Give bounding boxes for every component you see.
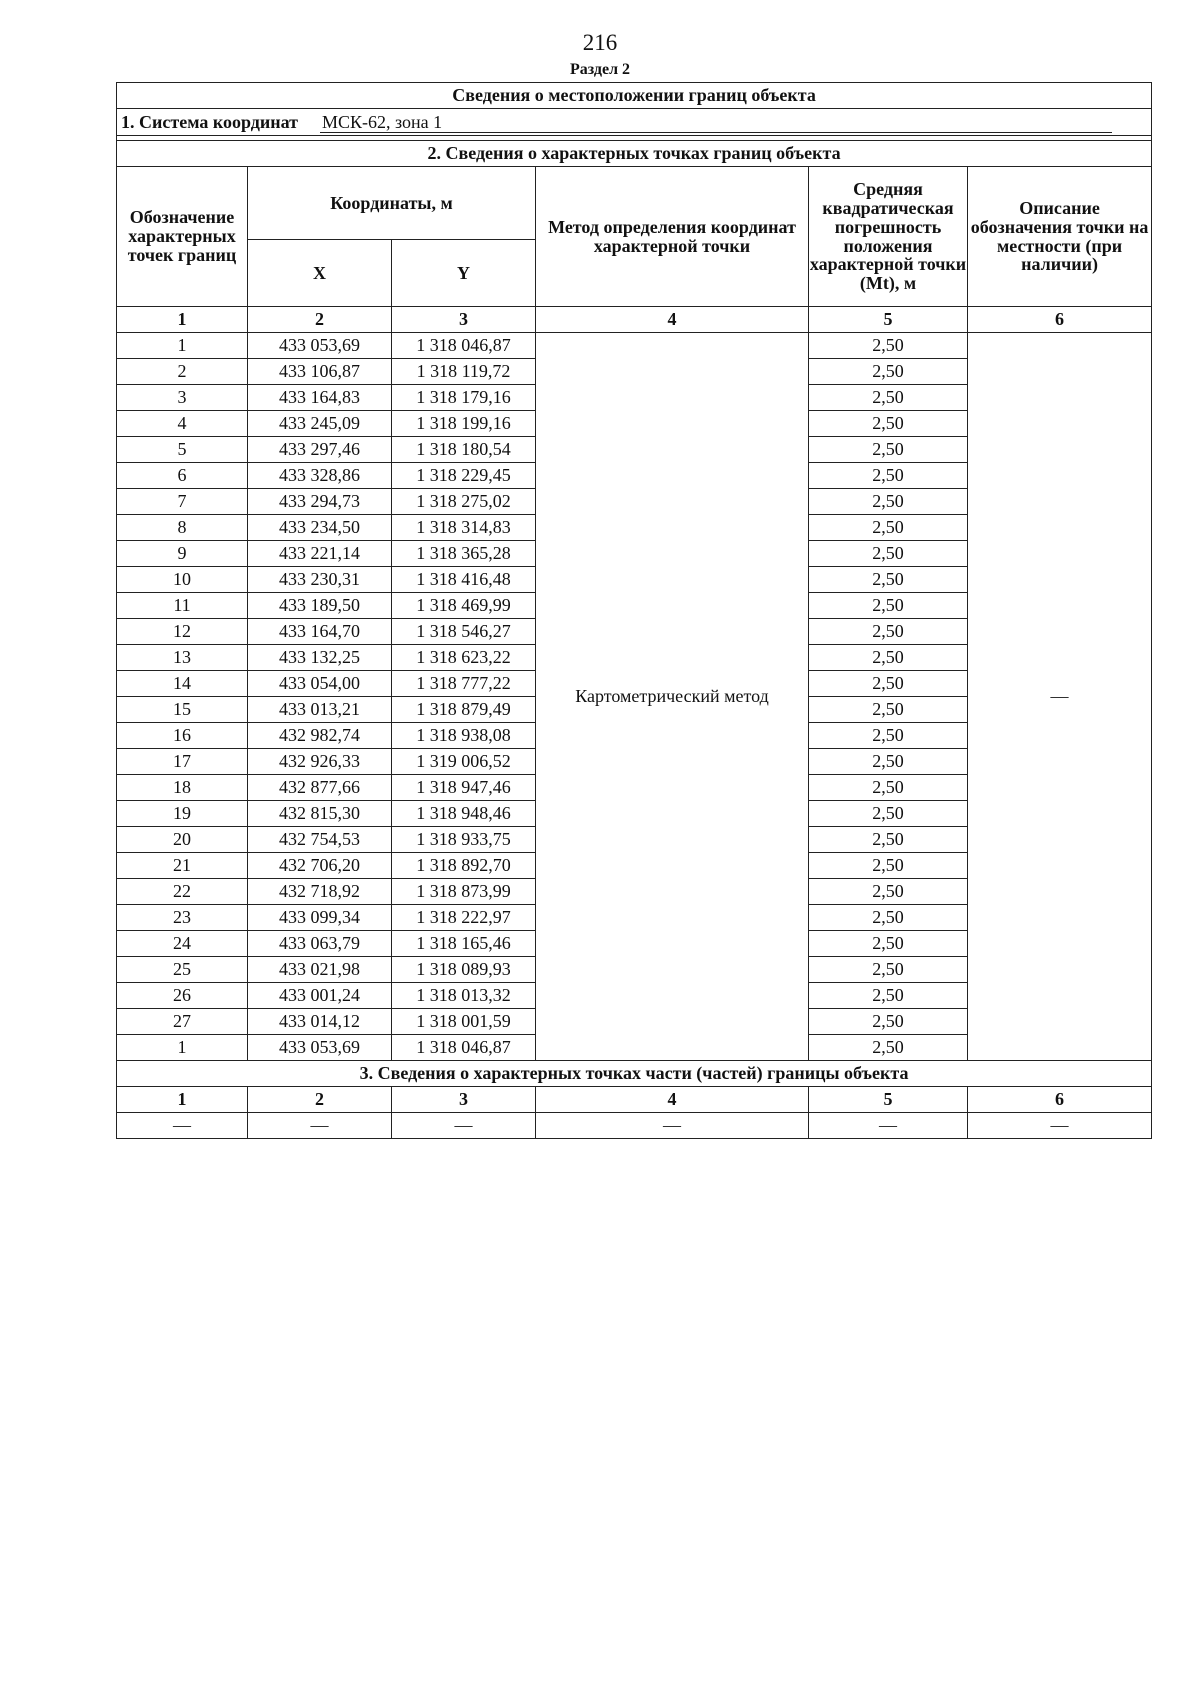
point-x: 432 706,20 bbox=[248, 853, 392, 879]
point-number: 16 bbox=[117, 723, 248, 749]
point-y: 1 318 199,16 bbox=[392, 411, 536, 437]
point-number: 6 bbox=[117, 463, 248, 489]
point-y: 1 318 089,93 bbox=[392, 957, 536, 983]
point-x: 433 013,21 bbox=[248, 697, 392, 723]
point-y: 1 318 947,46 bbox=[392, 775, 536, 801]
point-y: 1 318 229,45 bbox=[392, 463, 536, 489]
column-number: 2 bbox=[248, 1087, 392, 1113]
point-x: 432 926,33 bbox=[248, 749, 392, 775]
point-number: 20 bbox=[117, 827, 248, 853]
point-x: 433 014,12 bbox=[248, 1009, 392, 1035]
point-x: 433 053,69 bbox=[248, 333, 392, 359]
point-accuracy: 2,50 bbox=[809, 463, 968, 489]
point-y: 1 318 365,28 bbox=[392, 541, 536, 567]
column-number: 4 bbox=[536, 307, 809, 333]
point-number: 4 bbox=[117, 411, 248, 437]
points-section-title: 2. Сведения о характерных точках границ объекта bbox=[117, 141, 1152, 167]
section-title: Раздел 2 bbox=[569, 61, 631, 78]
point-number: 13 bbox=[117, 645, 248, 671]
point-x: 433 328,86 bbox=[248, 463, 392, 489]
point-y: 1 318 879,49 bbox=[392, 697, 536, 723]
header-designation: Обозначение характерных точек границ bbox=[117, 167, 248, 307]
point-accuracy: 2,50 bbox=[809, 333, 968, 359]
point-y: 1 318 275,02 bbox=[392, 489, 536, 515]
point-y: 1 318 314,83 bbox=[392, 515, 536, 541]
point-accuracy: 2,50 bbox=[809, 1035, 968, 1061]
point-number: 26 bbox=[117, 983, 248, 1009]
point-accuracy: 2,50 bbox=[809, 983, 968, 1009]
column-number: 6 bbox=[968, 307, 1152, 333]
page-number: 216 bbox=[582, 30, 618, 55]
point-x: 433 053,69 bbox=[248, 1035, 392, 1061]
point-number: 23 bbox=[117, 905, 248, 931]
point-accuracy: 2,50 bbox=[809, 541, 968, 567]
point-accuracy: 2,50 bbox=[809, 489, 968, 515]
point-x: 432 877,66 bbox=[248, 775, 392, 801]
point-y: 1 318 469,99 bbox=[392, 593, 536, 619]
point-y: 1 318 933,75 bbox=[392, 827, 536, 853]
point-y: 1 318 546,27 bbox=[392, 619, 536, 645]
point-accuracy: 2,50 bbox=[809, 411, 968, 437]
point-accuracy: 2,50 bbox=[809, 1009, 968, 1035]
point-x: 433 063,79 bbox=[248, 931, 392, 957]
point-number: 1 bbox=[117, 1035, 248, 1061]
point-y: 1 318 777,22 bbox=[392, 671, 536, 697]
point-accuracy: 2,50 bbox=[809, 723, 968, 749]
boundary-table bbox=[116, 82, 1152, 1139]
point-number: 22 bbox=[117, 879, 248, 905]
point-accuracy: 2,50 bbox=[809, 775, 968, 801]
header-y: Y bbox=[392, 240, 536, 307]
point-x: 433 021,98 bbox=[248, 957, 392, 983]
point-y: 1 318 938,08 bbox=[392, 723, 536, 749]
column-number: 5 bbox=[809, 307, 968, 333]
point-x: 433 106,87 bbox=[248, 359, 392, 385]
point-x: 433 189,50 bbox=[248, 593, 392, 619]
parts-cell: — bbox=[392, 1113, 536, 1139]
point-y: 1 318 046,87 bbox=[392, 1035, 536, 1061]
point-accuracy: 2,50 bbox=[809, 645, 968, 671]
point-x: 433 164,70 bbox=[248, 619, 392, 645]
point-number: 21 bbox=[117, 853, 248, 879]
point-accuracy: 2,50 bbox=[809, 385, 968, 411]
point-accuracy: 2,50 bbox=[809, 437, 968, 463]
point-x: 433 294,73 bbox=[248, 489, 392, 515]
parts-section-title: 3. Сведения о характерных точках части (частей) границы объекта bbox=[117, 1061, 1152, 1087]
point-x: 432 754,53 bbox=[248, 827, 392, 853]
method-cell: Картометрический метод bbox=[536, 333, 809, 1061]
point-accuracy: 2,50 bbox=[809, 931, 968, 957]
point-number: 1 bbox=[117, 333, 248, 359]
point-number: 7 bbox=[117, 489, 248, 515]
point-y: 1 318 948,46 bbox=[392, 801, 536, 827]
coord-system-label: 1. Система координат bbox=[121, 111, 298, 132]
header-coordinates: Координаты, м bbox=[248, 167, 536, 240]
point-number: 14 bbox=[117, 671, 248, 697]
point-x: 433 230,31 bbox=[248, 567, 392, 593]
point-x: 433 054,00 bbox=[248, 671, 392, 697]
point-number: 18 bbox=[117, 775, 248, 801]
point-x: 433 164,83 bbox=[248, 385, 392, 411]
point-x: 432 718,92 bbox=[248, 879, 392, 905]
point-number: 19 bbox=[117, 801, 248, 827]
header-x: X bbox=[248, 240, 392, 307]
point-number: 11 bbox=[117, 593, 248, 619]
point-y: 1 318 119,72 bbox=[392, 359, 536, 385]
column-number: 2 bbox=[248, 307, 392, 333]
point-number: 9 bbox=[117, 541, 248, 567]
point-number: 10 bbox=[117, 567, 248, 593]
parts-cell: — bbox=[968, 1113, 1152, 1139]
point-number: 25 bbox=[117, 957, 248, 983]
point-y: 1 318 046,87 bbox=[392, 333, 536, 359]
point-accuracy: 2,50 bbox=[809, 879, 968, 905]
point-number: 5 bbox=[117, 437, 248, 463]
point-y: 1 318 416,48 bbox=[392, 567, 536, 593]
point-accuracy: 2,50 bbox=[809, 957, 968, 983]
point-y: 1 318 179,16 bbox=[392, 385, 536, 411]
point-x: 433 297,46 bbox=[248, 437, 392, 463]
point-number: 12 bbox=[117, 619, 248, 645]
column-number: 6 bbox=[968, 1087, 1152, 1113]
point-accuracy: 2,50 bbox=[809, 593, 968, 619]
parts-cell: — bbox=[809, 1113, 968, 1139]
point-y: 1 319 006,52 bbox=[392, 749, 536, 775]
point-accuracy: 2,50 bbox=[809, 619, 968, 645]
point-y: 1 318 222,97 bbox=[392, 905, 536, 931]
column-number: 3 bbox=[392, 1087, 536, 1113]
header-method: Метод определения координат характерной точки bbox=[536, 167, 809, 307]
point-accuracy: 2,50 bbox=[809, 359, 968, 385]
point-x: 433 132,25 bbox=[248, 645, 392, 671]
point-number: 27 bbox=[117, 1009, 248, 1035]
point-accuracy: 2,50 bbox=[809, 853, 968, 879]
point-number: 8 bbox=[117, 515, 248, 541]
table-title: Сведения о местоположении границ объекта bbox=[117, 83, 1152, 109]
point-x: 433 221,14 bbox=[248, 541, 392, 567]
column-number: 1 bbox=[117, 1087, 248, 1113]
column-number: 4 bbox=[536, 1087, 809, 1113]
coord-system-value: МСК-62, зона 1 bbox=[320, 112, 1112, 133]
point-x: 432 815,30 bbox=[248, 801, 392, 827]
parts-cell: — bbox=[248, 1113, 392, 1139]
point-x: 433 245,09 bbox=[248, 411, 392, 437]
point-accuracy: 2,50 bbox=[809, 671, 968, 697]
point-x: 433 234,50 bbox=[248, 515, 392, 541]
point-accuracy: 2,50 bbox=[809, 515, 968, 541]
column-number: 5 bbox=[809, 1087, 968, 1113]
point-x: 433 001,24 bbox=[248, 983, 392, 1009]
point-accuracy: 2,50 bbox=[809, 827, 968, 853]
point-x: 432 982,74 bbox=[248, 723, 392, 749]
column-number: 3 bbox=[392, 307, 536, 333]
point-accuracy: 2,50 bbox=[809, 697, 968, 723]
point-y: 1 318 013,32 bbox=[392, 983, 536, 1009]
point-number: 15 bbox=[117, 697, 248, 723]
point-y: 1 318 180,54 bbox=[392, 437, 536, 463]
table-row bbox=[117, 333, 1152, 359]
point-number: 17 bbox=[117, 749, 248, 775]
header-accuracy: Средняя квадратическая погрешность положения характерной точки (Mt), м bbox=[809, 167, 968, 307]
point-number: 3 bbox=[117, 385, 248, 411]
point-x: 433 099,34 bbox=[248, 905, 392, 931]
point-y: 1 318 892,70 bbox=[392, 853, 536, 879]
point-number: 2 bbox=[117, 359, 248, 385]
point-accuracy: 2,50 bbox=[809, 801, 968, 827]
header-description: Описание обозначения точки на местности (при наличии) bbox=[968, 167, 1152, 307]
point-number: 24 bbox=[117, 931, 248, 957]
column-number: 1 bbox=[117, 307, 248, 333]
point-y: 1 318 165,46 bbox=[392, 931, 536, 957]
parts-cell: — bbox=[536, 1113, 809, 1139]
description-cell: — bbox=[968, 333, 1152, 1061]
point-accuracy: 2,50 bbox=[809, 905, 968, 931]
point-y: 1 318 873,99 bbox=[392, 879, 536, 905]
point-y: 1 318 001,59 bbox=[392, 1009, 536, 1035]
point-y: 1 318 623,22 bbox=[392, 645, 536, 671]
point-accuracy: 2,50 bbox=[809, 567, 968, 593]
coord-system-row bbox=[117, 109, 1152, 136]
point-accuracy: 2,50 bbox=[809, 749, 968, 775]
parts-cell: — bbox=[117, 1113, 248, 1139]
